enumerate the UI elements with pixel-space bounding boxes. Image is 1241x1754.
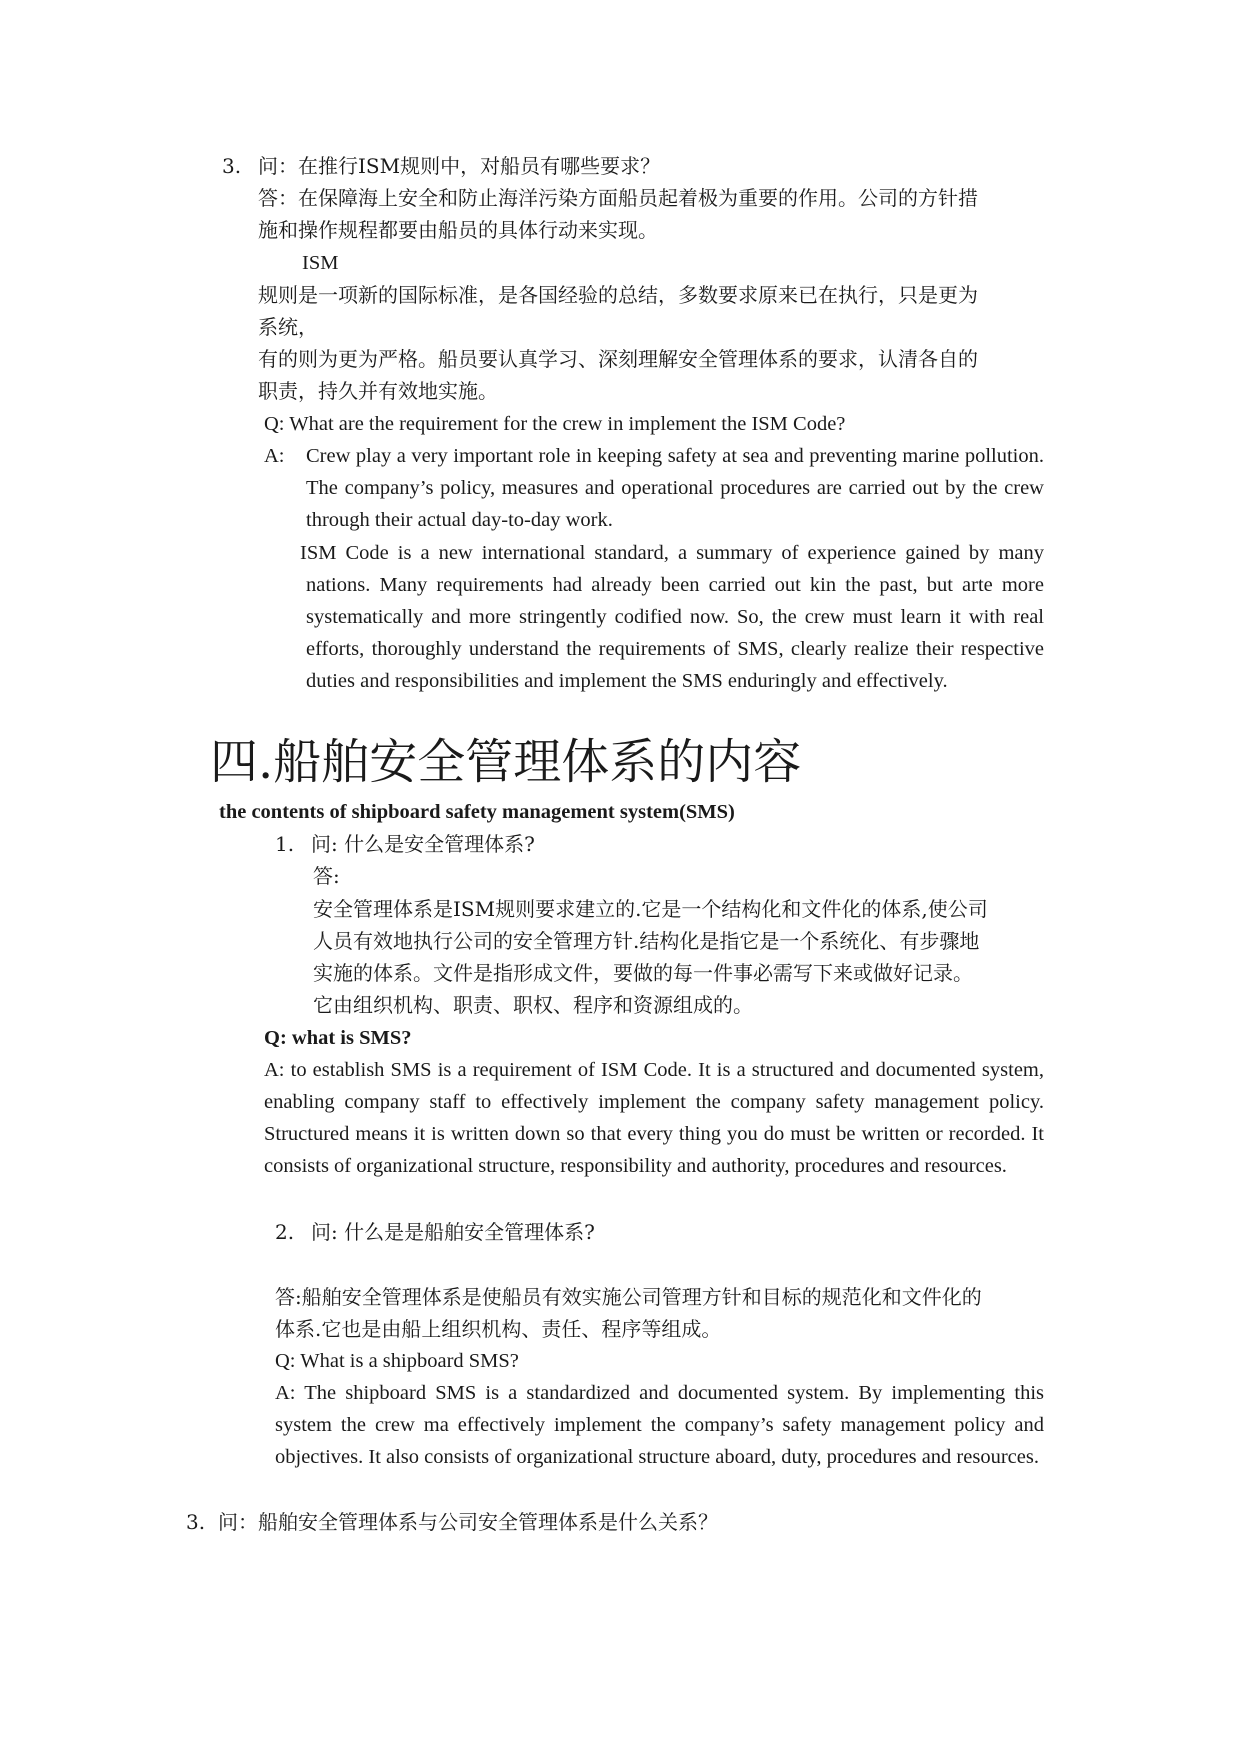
question-3-cn: [222, 150, 660, 182]
question-2-en: Q: What is a shipboard SMS?: [275, 1350, 519, 1372]
answer-3-en-paragraph-1: Crew play a very important role in keeping safety at sea and preventing marine pollution. The company’s policy, measures and operational procedures are carried out by the crew through their actual day-to-day work.: [306, 445, 1044, 531]
answer-1-cn-line-1: 安全管理体系是ISM规则要求建立的.它是一个结构化和文件化的体系,使公司: [313, 897, 988, 921]
question-text: 问: 什么是安全管理体系?: [311, 832, 535, 856]
answer-3-en-prefix: A:: [264, 445, 285, 467]
question-3b-cn: [186, 1506, 718, 1538]
answer-3-en-paragraph-2: ISM Code is a new international standard, a summary of experience gained by many nations. Many requirements had already been carried out kin the past, but arte more systematically and more stringently codified now. So, the crew must learn it with real efforts, thoroughly understand the requirements of SMS, clearly realize their respective duties and responsibilities and implement the SMS enduringly and effectively.: [300, 542, 1044, 692]
answer-3-cn-line-1: 答：在保障海上安全和防止海洋污染方面船员起着极为重要的作用。公司的方针措: [258, 186, 978, 210]
question-number: 2.: [275, 1220, 295, 1244]
answer-3-ism-label: ISM: [302, 252, 339, 274]
question-number: 3.: [222, 154, 242, 178]
question-1-cn: [275, 828, 535, 860]
answer-2-cn-line-2: 体系.它也是由船上组织机构、责任、程序等组成。: [275, 1317, 722, 1341]
answer-1-cn-line-2: 人员有效地执行公司的安全管理方针.结构化是指它是一个系统化、有步骤地: [313, 929, 980, 953]
answer-3-cn-line-3: 规则是一项新的国际标准，是各国经验的总结，多数要求原来已在执行，只是更为: [258, 283, 978, 307]
answer-2-cn-line-1: 答:船舶安全管理体系是使船员有效实施公司管理方针和目标的规范化和文件化的: [275, 1285, 982, 1309]
question-text: 问：在推行ISM规则中，对船员有哪些要求？: [258, 154, 661, 178]
question-number: 1.: [275, 832, 295, 856]
answer-1-label: 答:: [313, 864, 340, 888]
question-number: 3.: [186, 1510, 206, 1534]
question-1-en: Q: what is SMS?: [264, 1027, 412, 1049]
answer-2-en: A: The shipboard SMS is a standardized and documented system. By implementing this system the crew ma effectively implement the company’s safety management policy and objectives. It also consists of organizational structure aboard, duty, procedures and resources.: [275, 1382, 1044, 1468]
answer-3-cn-line-4: 系统，: [258, 315, 318, 339]
question-2-cn: [275, 1216, 595, 1248]
answer-3-cn-line-2: 施和操作规程都要由船员的具体行动来实现。: [258, 218, 658, 242]
question-text: 问: 什么是是船舶安全管理体系?: [311, 1220, 595, 1244]
chapter-heading: 四.船舶安全管理体系的内容: [210, 734, 802, 790]
answer-1-cn-line-3: 实施的体系。文件是指形成文件，要做的每一件事必需写下来或做好记录。: [313, 961, 973, 985]
chapter-subtitle: the contents of shipboard safety management system(SMS): [219, 801, 735, 823]
answer-3-cn-line-6: 职责，持久并有效地实施。: [258, 379, 498, 403]
question-3-en: Q: What are the requirement for the crew in implement the ISM Code?: [264, 413, 846, 435]
question-text: 问：船舶安全管理体系与公司安全管理体系是什么关系？: [218, 1510, 718, 1534]
answer-1-en: A: to establish SMS is a requirement of ISM Code. It is a structured and documented system, enabling company staff to effectively implement the company safety management policy. Structured means it is written down so that every thing you do must be written or recorded. It consists of organizational structure, responsibility and authority, procedures and resources.: [264, 1059, 1044, 1177]
answer-1-cn-line-4: 它由组织机构、职责、职权、程序和资源组成的。: [313, 993, 753, 1017]
answer-3-cn-line-5: 有的则为更为严格。船员要认真学习、深刻理解安全管理体系的要求，认清各自的: [258, 347, 978, 371]
